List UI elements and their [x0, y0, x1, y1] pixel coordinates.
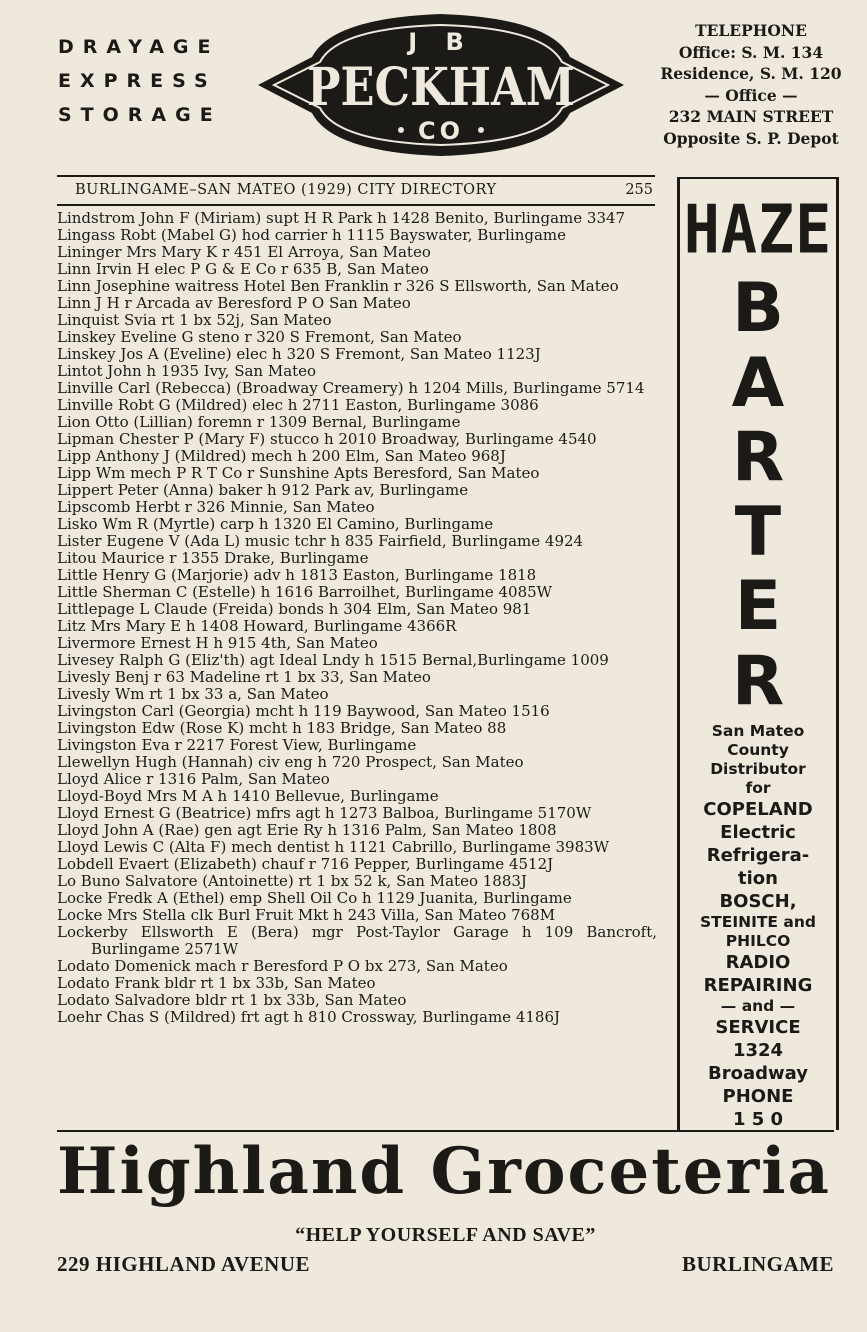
ad-letter: A	[731, 343, 785, 423]
list-item: Linskey Eveline G steno r 320 S Fremont, San Mateo	[57, 328, 462, 346]
list-item: Lockerby Ellsworth E (Bera) mgr Post-Taylor Garage h 109 Bancroft, Burlingame 2571W	[57, 923, 657, 958]
list-item: Lingass Robt (Mabel G) hod carrier h 1115 Bayswater, Burlingame	[57, 226, 567, 244]
ad-line: Electric	[720, 822, 796, 843]
service-drayage: DRAYAGE	[58, 36, 220, 58]
list-item: Lloyd John A (Rae) gen agt Erie Ry h 1316 Palm, San Mateo 1808	[57, 821, 557, 839]
list-item: Livesly Benj r 63 Madeline rt 1 bx 33, San Mateo	[57, 668, 431, 686]
list-item: Little Henry G (Marjorie) adv h 1813 Easton, Burlingame 1818	[57, 566, 537, 584]
ad-line: PHONE	[722, 1086, 794, 1107]
haze-barter-ad	[677, 177, 839, 1130]
ad-line: SERVICE	[715, 1017, 801, 1038]
ad-line: tion	[738, 868, 778, 889]
list-item: Linn Josephine waitress Hotel Ben Franklin r 326 S Ellsworth, San Mateo	[57, 277, 619, 295]
ad-line: County	[727, 741, 789, 759]
list-item: Llewellyn Hugh (Hannah) civ eng h 720 Prospect, San Mateo	[57, 753, 524, 771]
list-item: Linville Robt G (Mildred) elec h 2711 Easton, Burlingame 3086	[57, 396, 539, 414]
ad-body-text	[680, 722, 836, 1131]
list-item: Livesey Ralph G (Eliz'th) agt Ideal Lndy h 1515 Bernal,Burlingame 1009	[57, 651, 609, 669]
list-item: Locke Mrs Stella clk Burl Fruit Mkt h 243 Villa, San Mateo 768M	[57, 906, 556, 924]
ad-line: — and —	[720, 997, 796, 1015]
office-phone: Office: S. M. 134	[678, 42, 824, 62]
list-item: Lion Otto (Lillian) foremn r 1309 Bernal, Burlingame	[57, 413, 461, 431]
ad-line: Distributor	[710, 760, 806, 778]
running-header	[57, 175, 655, 206]
logo-jb-text: J B	[408, 28, 474, 56]
ad-line: REPAIRING	[703, 975, 813, 996]
list-item: Litou Maurice r 1355 Drake, Burlingame	[57, 549, 369, 567]
office-heading: — Office —	[704, 85, 798, 105]
ad-line: COPELAND	[703, 799, 813, 820]
list-item: Livingston Eva r 2217 Forest View, Burlingame	[57, 736, 417, 754]
page-number: 255	[625, 182, 653, 198]
list-item: Lipman Chester P (Mary F) stucco h 2010 Broadway, Burlingame 4540	[57, 430, 597, 448]
services-list	[58, 30, 222, 132]
ad-letter: T	[734, 492, 782, 572]
logo-peckham-text: PECKHAM	[307, 57, 575, 118]
telephone-heading: TELEPHONE	[695, 21, 807, 40]
list-item: Lippert Peter (Anna) baker h 912 Park av, Burlingame	[57, 481, 469, 499]
list-item: Lipscomb Herbt r 326 Minnie, San Mateo	[57, 498, 375, 516]
logo-co-text: CO	[417, 117, 465, 145]
office-location-note: Opposite S. P. Depot	[663, 128, 839, 148]
office-address: 232 MAIN STREET	[668, 107, 834, 126]
ad-line: Refrigera-	[706, 845, 810, 866]
list-item: Lloyd Ernest G (Beatrice) mfrs agt h 1273 Balboa, Burlingame 5170W	[57, 804, 592, 822]
groceteria-address: 229 HIGHLAND AVENUE	[57, 1252, 310, 1276]
ad-barter-letters	[680, 269, 836, 721]
list-item: Linn Irvin H elec P G & E Co r 635 B, San Mateo	[57, 260, 429, 278]
list-item: Lloyd-Boyd Mrs M A h 1410 Bellevue, Burlingame	[57, 787, 439, 805]
list-item: Locke Fredk A (Ethel) emp Shell Oil Co h 1129 Juanita, Burlingame	[57, 889, 572, 907]
ad-line: PHILCO	[725, 932, 791, 950]
list-item: Lindstrom John F (Miriam) supt H R Park h 1428 Benito, Burlingame 3347	[57, 209, 626, 227]
list-item: Littlepage L Claude (Freida) bonds h 304 Elm, San Mateo 981	[57, 600, 532, 618]
list-item: Linskey Jos A (Eveline) elec h 320 S Fremont, San Mateo 1123J	[57, 345, 541, 363]
ad-line: BOSCH,	[719, 891, 797, 912]
service-express: EXPRESS	[58, 70, 217, 92]
list-item: Lodato Domenick mach r Beresford P O bx 273, San Mateo	[57, 957, 508, 975]
ad-line: RADIO	[725, 952, 791, 973]
list-item: Lipp Anthony J (Mildred) mech h 200 Elm, San Mateo 968J	[57, 447, 506, 465]
list-item: Lintot John h 1935 Ivy, San Mateo	[57, 362, 317, 380]
list-item: Livesly Wm rt 1 bx 33 a, San Mateo	[57, 685, 329, 703]
ad-line: Broadway	[708, 1063, 808, 1084]
list-item: Little Sherman C (Estelle) h 1616 Barroilhet, Burlingame 4085W	[57, 583, 553, 601]
ad-letter: R	[731, 641, 785, 721]
contact-block	[640, 20, 862, 149]
list-item: Linville Carl (Rebecca) (Broadway Creamery) h 1204 Mills, Burlingame 5714	[57, 379, 645, 397]
ad-line: 1324	[732, 1040, 784, 1061]
list-item: Linn J H r Arcada av Beresford P O San Mateo	[57, 294, 411, 312]
list-item: Lisko Wm R (Myrtle) carp h 1320 El Camino, Burlingame	[57, 515, 494, 533]
list-item: Linquist Svia rt 1 bx 52j, San Mateo	[57, 311, 332, 329]
peckham-logo	[252, 12, 630, 158]
list-item: Loehr Chas S (Mildred) frt agt h 810 Crossway, Burlingame 4186J	[57, 1008, 561, 1026]
ad-haze-heading: HAZE	[683, 190, 833, 270]
list-item: Lodato Salvadore bldr rt 1 bx 33b, San Mateo	[57, 991, 407, 1009]
ad-line: San Mateo	[711, 722, 805, 740]
ad-line: 1 5 0	[732, 1109, 784, 1130]
list-item: Lobdell Evaert (Elizabeth) chauf r 716 Pepper, Burlingame 4512J	[57, 855, 554, 873]
list-item: Lininger Mrs Mary K r 451 El Arroya, San Mateo	[57, 243, 431, 261]
residence-phone: Residence, S. M. 120	[660, 64, 842, 83]
list-item: Livingston Edw (Rose K) mcht h 183 Bridge, San Mateo 88	[57, 719, 507, 737]
ad-letter: R	[731, 418, 785, 497]
list-item: Lister Eugene V (Ada L) music tchr h 835 Fairfield, Burlingame 4924	[57, 532, 584, 550]
groceteria-city: BURLINGAME	[681, 1252, 834, 1276]
directory-title: BURLINGAME–SAN MATEO (1929) CITY DIRECTORY	[75, 182, 497, 198]
bottom-divider	[57, 1130, 834, 1132]
list-item: Lo Buno Salvatore (Antoinette) rt 1 bx 52 k, San Mateo 1883J	[57, 872, 527, 890]
list-item: Livingston Carl (Georgia) mcht h 119 Baywood, San Mateo 1516	[57, 702, 550, 720]
list-item: Lipp Wm mech P R T Co r Sunshine Apts Beresford, San Mateo	[57, 464, 540, 482]
list-item: Lloyd Lewis C (Alta F) mech dentist h 1121 Cabrillo, Burlingame 3983W	[57, 838, 610, 856]
list-item: Litz Mrs Mary E h 1408 Howard, Burlingame 4366R	[57, 617, 457, 635]
groceteria-slogan: “HELP YOURSELF AND SAVE”	[295, 1224, 596, 1246]
ad-letter: B	[732, 269, 784, 348]
list-item: Lloyd Alice r 1316 Palm, San Mateo	[57, 770, 330, 788]
directory-listings	[57, 210, 657, 1026]
list-item: Lodato Frank bldr rt 1 bx 33b, San Mateo	[57, 974, 376, 992]
ad-letter: E	[734, 567, 782, 646]
groceteria-name: Highland Groceteria	[57, 1134, 831, 1209]
ad-line: STEINITE and	[700, 913, 816, 931]
service-storage: STORAGE	[58, 104, 222, 126]
ad-line: for	[745, 779, 771, 797]
list-item: Livermore Ernest H h 915 4th, San Mateo	[57, 634, 378, 652]
